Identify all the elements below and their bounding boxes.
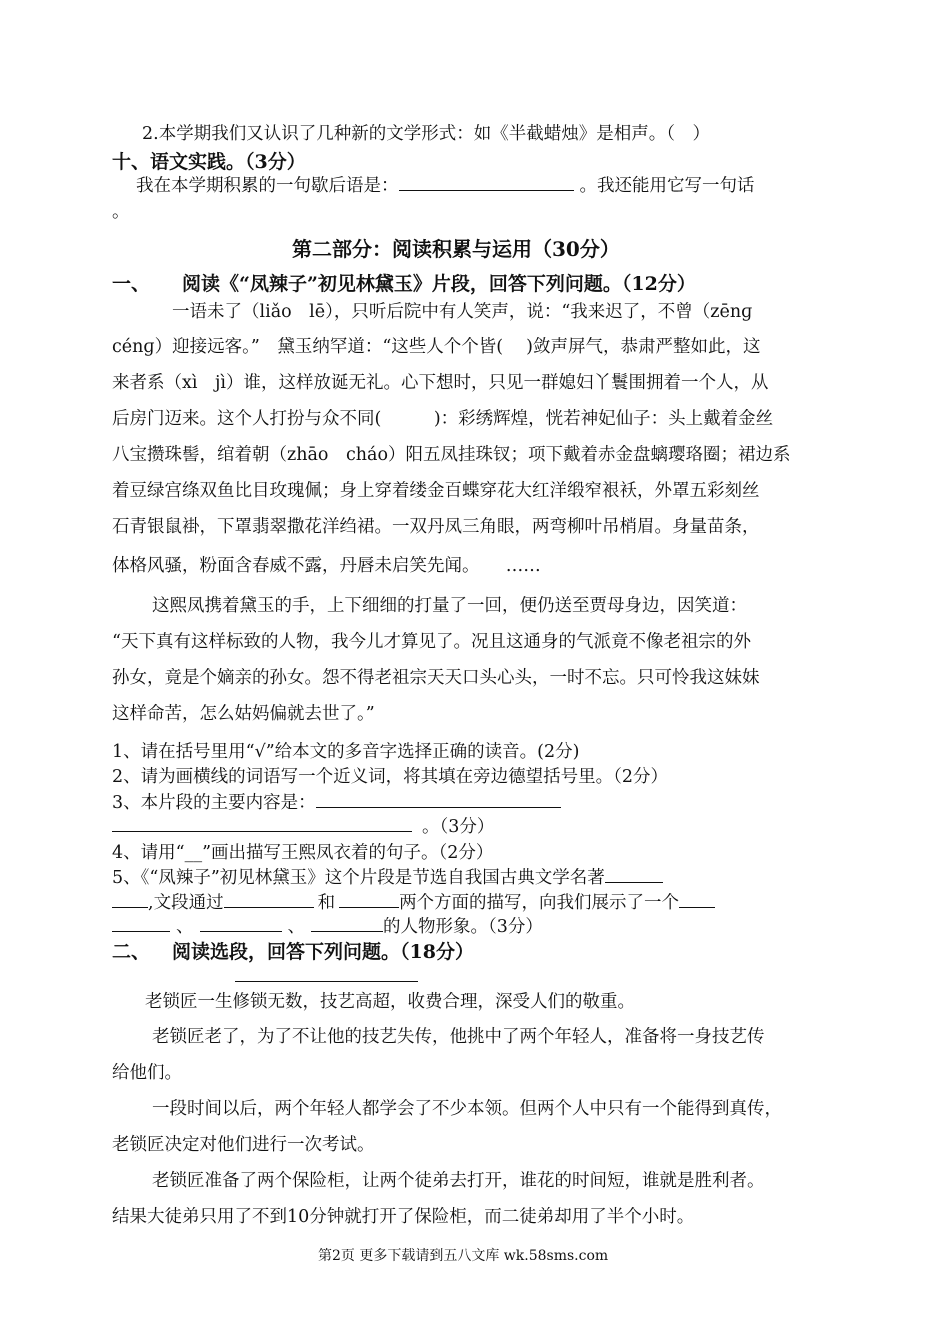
- passage-line: cénɡ）迎接远客。” 黛玉纳罕道：“这些人个个皆( )敛声屏气，恭肃严整如此，这: [112, 337, 761, 357]
- passage-line: 着豆绿宫绦双鱼比目玫瑰佩；身上穿着缕金百蝶穿花大红洋缎窄裉袄，外罩五彩刻丝: [112, 481, 760, 501]
- question-5-c2: 、: [287, 917, 305, 937]
- passage-line: 孙女，竟是个嫡亲的孙女。怨不得老祖宗天天口头心头，一时不忘。只可怜我这妹妹: [112, 668, 760, 688]
- question-5: [112, 864, 663, 889]
- story-line: 老锁匠一生修锁无数，技艺高超，收费合理，深受人们的敬重。: [145, 992, 635, 1012]
- passage-line: 石青银鼠褂，下罩翡翠撒花洋绉裙。一双丹凤三角眼，两弯柳叶吊梢眉。身量苗条，: [112, 517, 760, 537]
- answer-blank[interactable]: [112, 890, 148, 908]
- story-line: 给他们。: [112, 1063, 182, 1083]
- answer-blank[interactable]: [200, 914, 282, 932]
- answer-blank[interactable]: [679, 890, 715, 908]
- story-line: 老锁匠决定对他们进行一次考试。: [112, 1135, 375, 1155]
- question-3-end: 。（3分）: [422, 817, 495, 837]
- passage-line: 这样命苦，怎么姑妈偏就去世了。”: [112, 704, 375, 724]
- story-line: 老锁匠老了，为了不让他的技艺失传，他挑中了两个年轻人，准备将一身技艺传: [152, 1027, 765, 1047]
- question-5-c1: 、: [176, 917, 194, 937]
- section-10-prompt-end: 。我还能用它写一句话: [579, 176, 755, 196]
- passage-line: 体格风骚，粉面含春威不露，丹唇未启笑先闻。 ……: [112, 556, 541, 576]
- section-2-number: 二、: [112, 941, 151, 963]
- section-2-title: 阅读选段，回答下列问题。（18分）: [172, 941, 474, 963]
- section-10-prompt-line2: 。: [112, 202, 130, 222]
- true-false-question-2: 2.本学期我们又认识了几种新的文学形式：如《半截蜡烛》是相声。（ ）: [142, 124, 710, 144]
- passage-line: “天下真有这样标致的人物，我今儿才算见了。况且这通身的气派竟不像老祖宗的外: [112, 632, 751, 652]
- question-4: 4、请用“__”画出描写王熙凤衣着的句子。（2分）: [112, 843, 494, 863]
- passage-title-blank[interactable]: [235, 981, 418, 982]
- section-1-number: 一、: [112, 273, 151, 295]
- question-5-line3: [112, 913, 543, 938]
- section-1-title: 阅读《“凤辣子”初见林黛玉》片段，回答下列问题。（12分）: [182, 273, 696, 295]
- question-5-b1: ,文段通过: [148, 893, 224, 913]
- question-5-c3: 的人物形象。（3分）: [383, 917, 543, 937]
- answer-blank[interactable]: [316, 790, 561, 808]
- question-5-line2: [112, 889, 715, 914]
- passage-line: 后房门迈来。这个人打扮与众不同( )：彩绣辉煌，恍若神妃仙子：头上戴着金丝: [112, 409, 774, 429]
- section-2-heading: [112, 937, 474, 964]
- part-2-title: 第二部分：阅读积累与运用（30分）: [292, 237, 620, 261]
- passage-line: 八宝攒珠髻，绾着朝（zhāo cháo）阳五凤挂珠钗；项下戴着赤金盘螭璎珞圈；裙边系: [112, 445, 791, 465]
- story-line: 结果大徒弟只用了不到10分钟就打开了保险柜，而二徒弟却用了半个小时。: [112, 1207, 695, 1227]
- passage-line: 一语未了（liǎo lē），只听后院中有人笑声，说：“我来迟了，不曾（zēnɡ: [172, 302, 753, 322]
- section-10-prompt-text: 我在本学期积累的一句歇后语是：: [136, 176, 399, 196]
- answer-blank[interactable]: [112, 914, 170, 932]
- question-5-b3: 两个方面的描写，向我们展示了一个: [399, 893, 680, 913]
- section-1-heading: [112, 269, 696, 296]
- story-line: 一段时间以后，两个年轻人都学会了不少本领。但两个人中只有一个能得到真传，: [152, 1099, 782, 1119]
- question-5-text: 5、《“凤辣子”初见林黛玉》这个片段是节选自我国古典文学名著: [112, 868, 605, 888]
- answer-blank[interactable]: [605, 865, 663, 883]
- answer-blank[interactable]: [112, 814, 412, 832]
- answer-blank[interactable]: [224, 890, 314, 908]
- answer-blank[interactable]: [399, 173, 574, 191]
- page-footer: 第2页 更多下载请到五八文库 wk.58sms.com: [318, 1248, 609, 1264]
- question-3-cont: [112, 813, 494, 838]
- passage-line: 来者系（xì jì）谁，这样放诞无礼。心下想时，只见一群媳妇丫鬟围拥着一个人，从: [112, 373, 769, 393]
- question-3-text: 3、本片段的主要内容是：: [112, 793, 316, 813]
- question-1: 1、请在括号里用“√”给本文的多音字选择正确的读音。(2分): [112, 742, 580, 762]
- passage-line: 这熙凤携着黛玉的手，上下细细的打量了一回，便仍送至贾母身边，因笑道：: [152, 596, 747, 616]
- answer-blank[interactable]: [311, 914, 383, 932]
- story-line: 老锁匠准备了两个保险柜，让两个徒弟去打开，谁花的时间短，谁就是胜利者。: [152, 1171, 765, 1191]
- question-3: [112, 789, 561, 814]
- question-2: 2、请为画横线的词语写一个近义词，将其填在旁边德望括号里。（2分）: [112, 767, 669, 787]
- section-10-prompt: [136, 172, 755, 197]
- answer-blank[interactable]: [339, 890, 399, 908]
- question-5-b2: 和: [317, 893, 336, 913]
- section-10-title: 十、语文实践。（3分）: [112, 151, 306, 173]
